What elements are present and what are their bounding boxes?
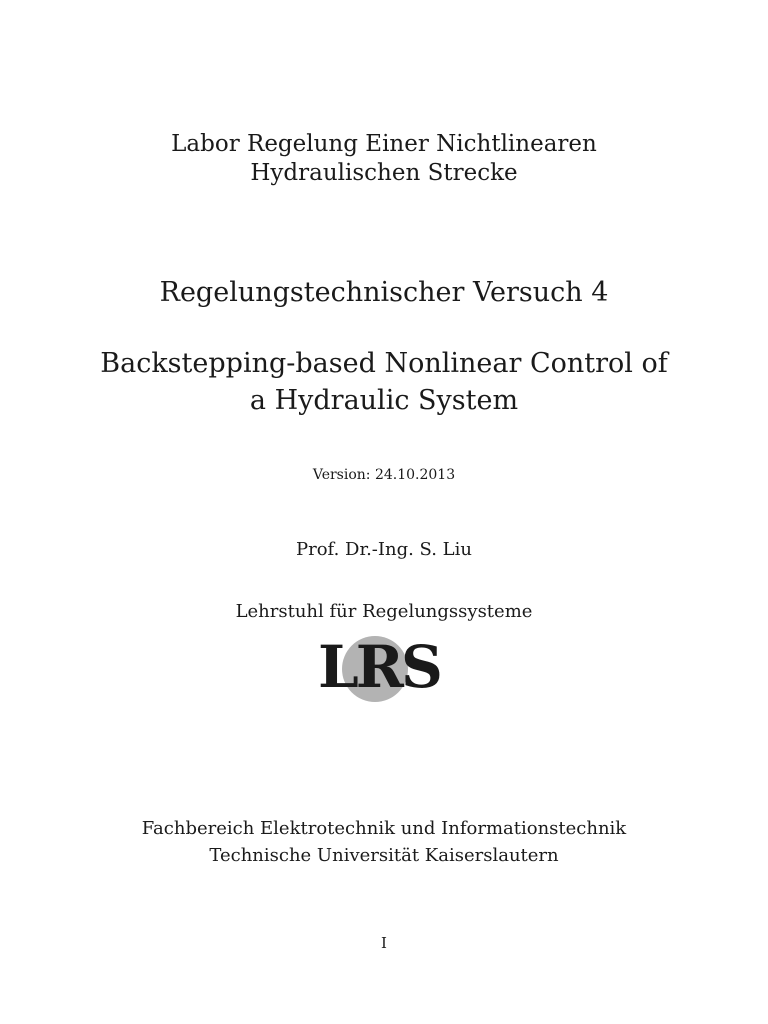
lab-title-line2: Hydraulischen Strecke xyxy=(250,160,518,186)
author-name: Prof. Dr.-Ing. S. Liu xyxy=(296,539,472,560)
logo-text: LRS xyxy=(318,633,440,701)
page-number: I xyxy=(381,934,387,952)
version-label: Version: 24.10.2013 xyxy=(312,467,456,483)
lab-title-line1: Labor Regelung Einer Nichtlinearen xyxy=(171,131,597,157)
lrs-logo xyxy=(318,630,438,705)
department-line2: Technische Universität Kaiserslautern xyxy=(209,845,559,866)
department-line1: Fachbereich Elektrotechnik und Informationstechnik xyxy=(141,818,627,839)
english-title-line2: a Hydraulic System xyxy=(249,385,519,416)
experiment-title: Regelungstechnischer Versuch 4 xyxy=(159,277,609,308)
chair-name: Lehrstuhl für Regelungssysteme xyxy=(235,601,533,622)
english-title-line1: Backstepping-based Nonlinear Control of xyxy=(100,348,668,379)
